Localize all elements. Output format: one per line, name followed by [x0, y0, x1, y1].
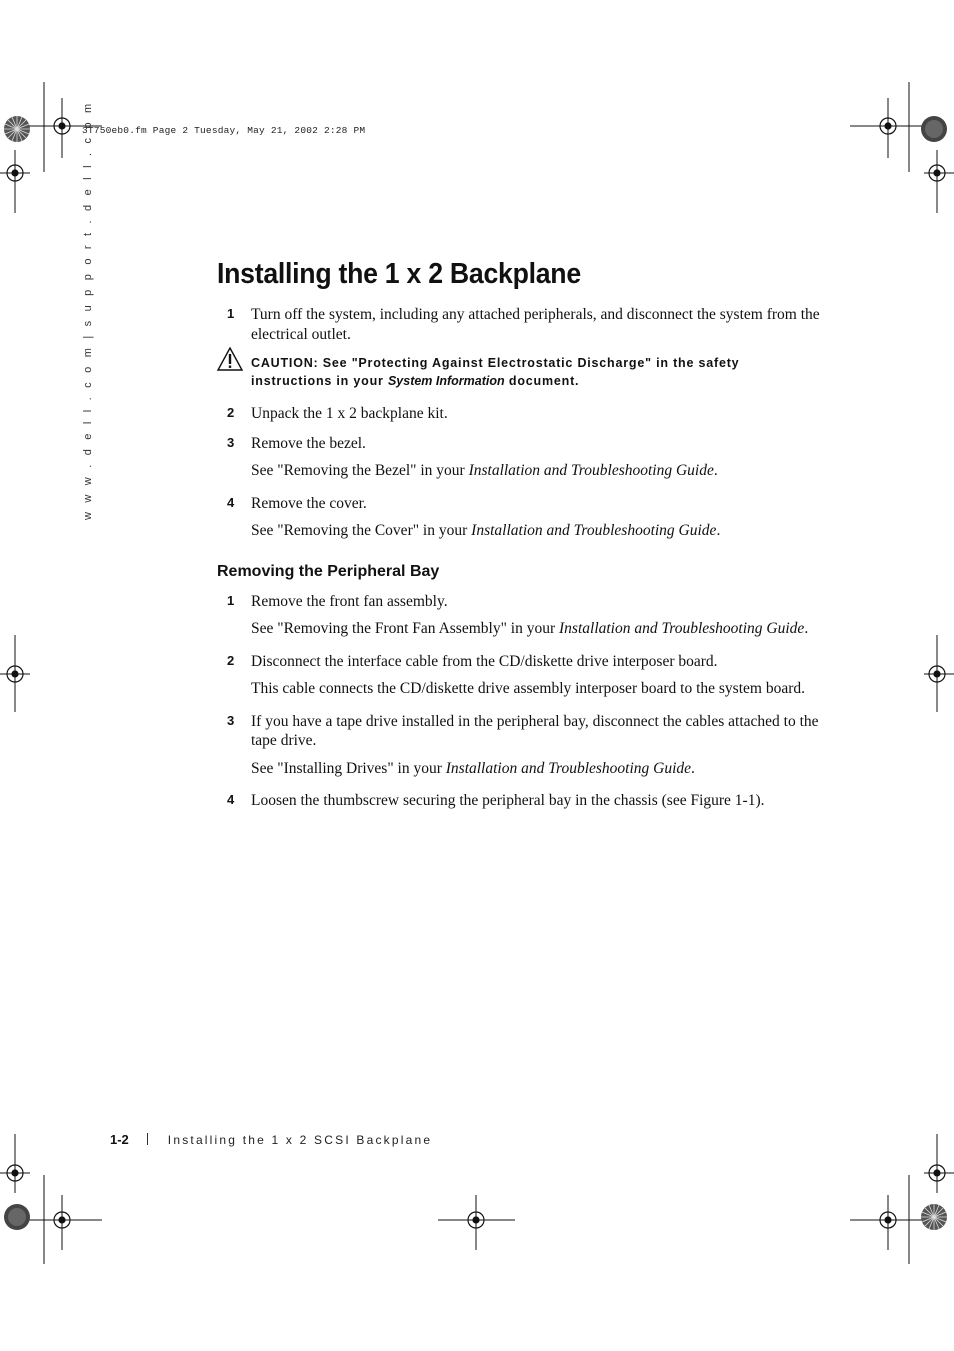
step-note [217, 461, 822, 481]
guide-reference: Installation and Troubleshooting Guide [445, 759, 692, 777]
page-content [217, 258, 822, 821]
file-slug-line: 3T750eb0.fm Page 2 Tuesday, May 21, 2002 2:28 PM [82, 125, 366, 136]
step-text: Disconnect the interface cable from the CD/diskette drive interposer board. [251, 652, 718, 670]
step-text: If you have a tape drive installed in the peripheral bay, disconnect the cables attached to the tape drive. [251, 712, 819, 749]
step-note [217, 521, 822, 541]
step-number: 1 [227, 592, 235, 608]
step-item [217, 652, 822, 672]
caution-text-end: document. [504, 374, 580, 388]
note-text: See "Removing the Front Fan Assembly" in your [251, 620, 560, 637]
caution-text: CAUTION: See "Protecting Against Electrostatic Discharge" in the safety instructions in your [251, 356, 740, 388]
step-note [217, 619, 822, 639]
step-number: 3 [227, 434, 235, 450]
step-item [217, 494, 822, 514]
step-number: 1 [227, 306, 235, 321]
step-note [217, 679, 822, 699]
note-text: See "Removing the Cover" in your [251, 522, 472, 539]
step-number: 2 [227, 405, 235, 420]
note-text-end: . [713, 462, 718, 479]
note-text-end: . [804, 620, 809, 637]
step-item [217, 791, 822, 811]
step-text: Remove the bezel. [251, 434, 366, 452]
guide-reference: Installation and Troubleshooting Guide [559, 620, 805, 637]
guide-reference: Installation and Troubleshooting Guide [468, 462, 714, 479]
step-item [217, 592, 822, 612]
section-heading: Removing the Peripheral Bay [217, 562, 440, 580]
note-text: See "Removing the Bezel" in your [251, 462, 469, 479]
step-note [217, 759, 822, 779]
running-title: Installing the 1 x 2 SCSI Backplane [167, 1133, 433, 1147]
page-footer [110, 1131, 432, 1149]
caution-note [217, 354, 822, 390]
step-item [217, 404, 822, 424]
guide-reference: Installation and Troubleshooting Guide [471, 522, 717, 539]
note-text: See "Installing Drives" in your [251, 759, 446, 777]
step-number: 4 [227, 494, 235, 510]
step-item [217, 305, 822, 344]
note-text: This cable connects the CD/diskette drive assembly interposer board to the system board. [251, 680, 805, 697]
step-text: Loosen the thumbscrew securing the peripheral bay in the chassis (see Figure 1-1). [251, 792, 765, 809]
page-number: 1-2 [110, 1132, 129, 1147]
step-item [217, 434, 822, 454]
step-text: Turn off the system, including any attached peripherals, and disconnect the system from the electrical outlet. [251, 306, 820, 343]
page-title: Installing the 1 x 2 Backplane [217, 258, 581, 290]
step-number: 4 [227, 792, 235, 807]
footer-divider [147, 1133, 148, 1145]
note-text-end: . [691, 759, 695, 777]
step-text: Remove the cover. [251, 494, 367, 512]
step-item [217, 712, 822, 751]
warning-icon [217, 347, 243, 371]
step-text: Unpack the 1 x 2 backplane kit. [251, 405, 448, 422]
step-number: 2 [227, 652, 235, 668]
note-text-end: . [716, 522, 721, 539]
step-number: 3 [227, 712, 235, 728]
step-text: Remove the front fan assembly. [251, 592, 448, 610]
caution-doc-title: System Information [387, 374, 505, 388]
side-url: w w w . d e l l . c o m | s u p p o r t . d e l l . c o m [82, 100, 94, 520]
